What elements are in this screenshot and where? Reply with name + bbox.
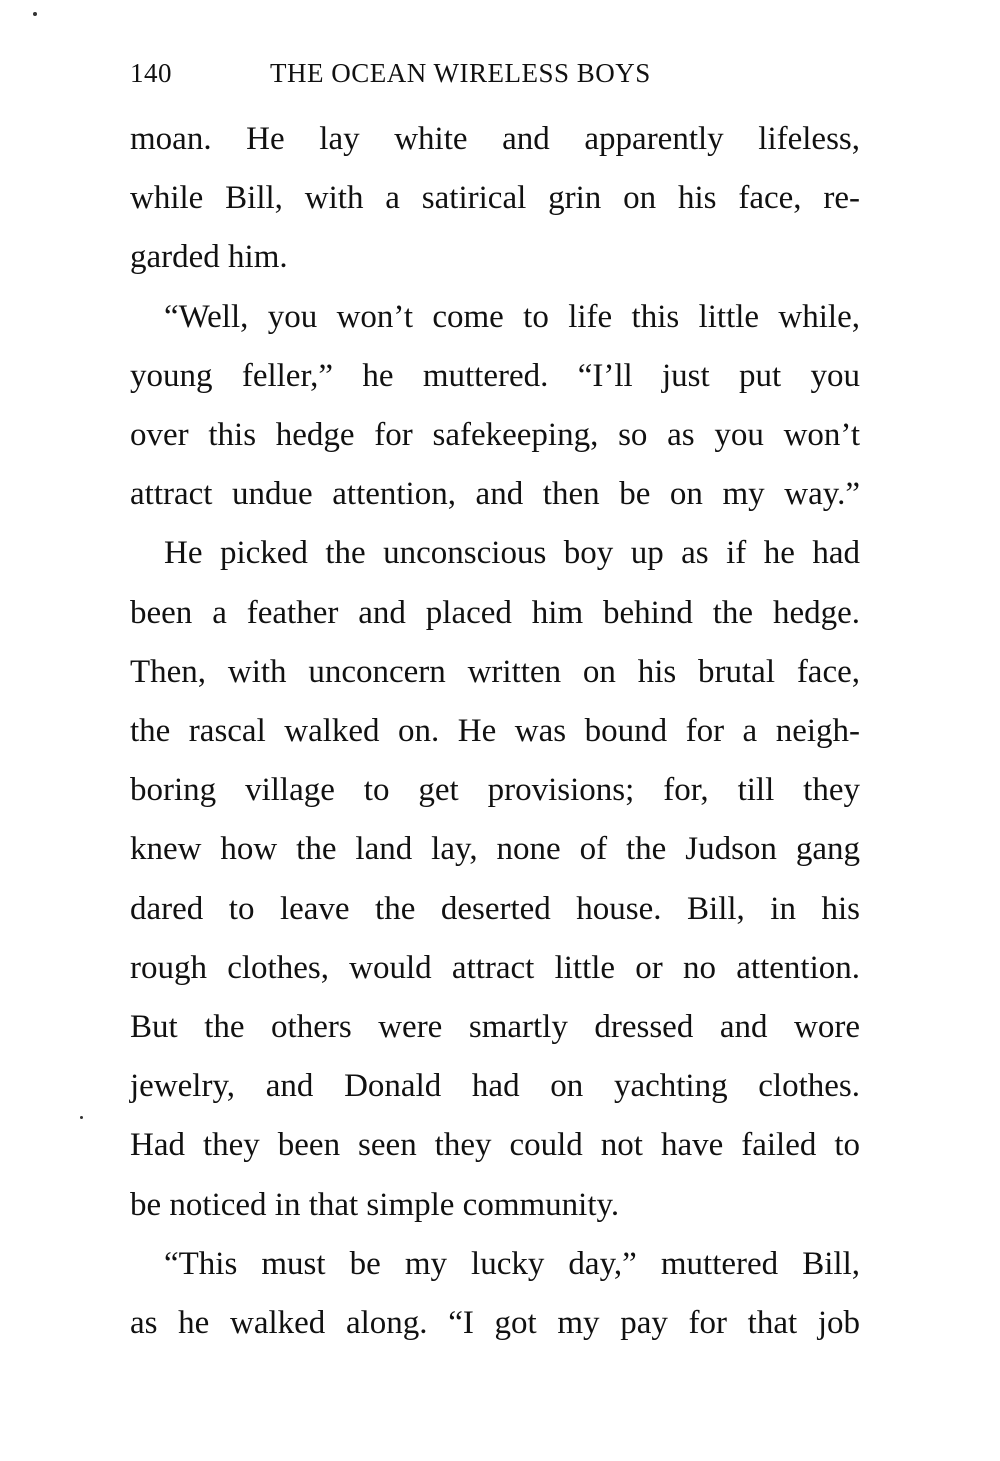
running-title: THE OCEAN WIRELESS BOYS — [270, 58, 651, 88]
speck-mark — [80, 1116, 83, 1119]
text-line: “This must be my lucky day,” muttered Bill, — [164, 1245, 860, 1282]
text-line: young feller,” he muttered. “I’ll just put you — [130, 357, 860, 394]
paragraph — [130, 1235, 860, 1353]
page-header — [130, 58, 860, 98]
text-line: garded him. — [130, 239, 288, 276]
text-line: the rascal walked on. He was bound for a neigh- — [130, 713, 860, 750]
text-line: Then, with unconcern written on his brutal face, — [130, 653, 860, 690]
text-line: “Well, you won’t come to life this little while, — [164, 298, 860, 335]
paragraph — [130, 288, 860, 525]
speck-mark — [33, 12, 37, 16]
text-line: Had they been seen they could not have failed to — [130, 1127, 860, 1164]
text-line: He picked the unconscious boy up as if he had — [164, 535, 860, 572]
text-line: been a feather and placed him behind the hedge. — [130, 594, 860, 631]
paragraph — [130, 524, 860, 1234]
body-text — [130, 110, 860, 1353]
text-line: boring village to get provisions; for, till they — [130, 772, 860, 809]
paragraph — [130, 110, 860, 288]
text-line: moan. He lay white and apparently lifeless, — [130, 121, 860, 157]
text-line: rough clothes, would attract little or no attention. — [130, 949, 860, 986]
text-line: over this hedge for safekeeping, so as you won’t — [130, 417, 860, 454]
text-line: as he walked along. “I got my pay for that job — [130, 1305, 860, 1342]
text-line: while Bill, with a satirical grin on his face, re- — [130, 180, 860, 217]
text-line: dared to leave the deserted house. Bill, in his — [130, 890, 860, 927]
text-line: But the others were smartly dressed and wore — [130, 1009, 860, 1046]
text-line: attract undue attention, and then be on my way.” — [130, 476, 860, 513]
text-line: be noticed in that simple community. — [130, 1186, 620, 1223]
text-line: jewelry, and Donald had on yachting clothes. — [130, 1068, 860, 1105]
text-line: knew how the land lay, none of the Judson gang — [130, 831, 860, 868]
page-number: 140 — [130, 58, 172, 88]
